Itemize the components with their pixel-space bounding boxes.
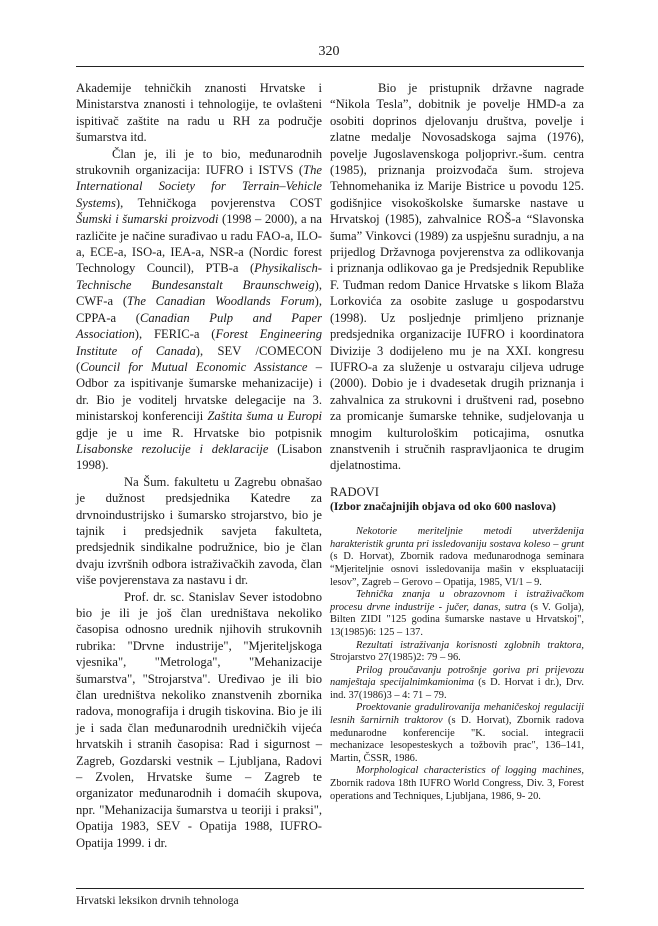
reference-item xyxy=(330,589,584,639)
italic-run: Canadian Pulp and Paper Association xyxy=(76,310,322,342)
reference-details: (s D. Horvat i dr.), Drv. ind. 37(1986)3 – 4: 71 – 79. xyxy=(330,677,585,701)
text-run: (Lisabon 1998). xyxy=(76,441,322,473)
text-run: Član je, ili je to bio, međunarodnih strukovnih organizacija: IUFRO i ISTVS ( xyxy=(76,146,322,178)
text-run: ), CPPA-a ( xyxy=(76,294,322,325)
reference-item xyxy=(330,665,584,703)
italic-run: Lisabonske rezolucije i deklaracije xyxy=(76,441,269,456)
reference-title: Nekotorie meriteljnie metodi utverždenija harakteristik grunta pri issledovaniju sostava koleso – grunt xyxy=(330,526,584,550)
reference-list xyxy=(330,526,584,803)
right-column xyxy=(330,80,584,803)
italic-run: The Canadian Woodlands Forum xyxy=(127,294,315,309)
text-run: gdje je u ime R. Hrvatske bio potpisnik xyxy=(76,425,322,440)
page-number: 320 xyxy=(318,44,340,59)
italic-run: Council for Mutual Economic Assistance xyxy=(80,359,308,374)
reference-item xyxy=(330,765,584,803)
reference-title: Rezultati istraživanja korisnosti zglobnih traktora, xyxy=(356,639,584,651)
italic-run: The International Society for Terrain–Vehicle Systems xyxy=(76,163,322,210)
italic-run: Forest Engineering Institute of Canada xyxy=(76,327,322,358)
reference-details: (s D. Horvat), Zbornik radova međunarodne konferencije "K. social. integracii mechanizace lesopesteskych a tožbovih prac", 136–141, Martin, ČSSR, 1986. xyxy=(330,715,584,764)
text-run: – Odbor za ispitivanje šumarske mehanizacije) i dr. Bio je voditelj hrvatske delegacije na 3. ministarskoj konferenciji xyxy=(76,359,322,424)
left-paragraph-4: Prof. dr. sc. Stanislav Sever istodobno bio je ili je još član uredništava nekoliko časopisa odnosno urednik njihovih strukovnih rubrika: "Drvne industrije", "Mjeriteljskoga vjesnika", "Metrologa", "Mehanizacije šumarstva", "Strojarstva". Uređivao je ili bio član uredništva nekoliko znanstvenih zbornika radova, monografija i drugih tiskovina. Bio je ili je i sada član međunarodnih uredničkih vijeća hrvatskih i stranih časopisa: Rad i sigurnost – Zagreb, Gozdarski vestnik – Ljubljana, Radovi – Zvolen, Hrvatske šume – Zagreb te organizator međunarodnih i domaćih skupova, npr. "Mehanizacija šumarstva u teoriji i praksi", Opatija 1983, SEV - Opatija 1988, IUFRO-Opatija 1999. i dr. xyxy=(76,589,322,850)
reference-details: Strojarstvo 27(1985)2: 79 – 96. xyxy=(330,652,461,664)
reference-item xyxy=(330,640,584,665)
right-paragraph-1: Bio je pristupnik državne nagrade “Nikola Tesla”, dobitnik je povelje HMD-a za osobiti doprinos djelovanju društva, povelje i zlatne medalje Novosadskoga sajma (1976), povelje Jugoslavenskoga poljoprivr.-šum. centra (1985), priznanja proizvođača šum. strojeva Tehnomehanika iz Marije Bistrice u povodu 125. godišnjice visokoškolske šumarske nastave u Hrvatskoj (1985), zahvalnice ROŠ-a “Slavonska šuma” Vinkovci (1989) za uspješnu suradnju, a na prijedlog Državnoga povjerenstva za odlikovanja i priznanja odlikovao ga je Predsjednik Republike F. Tuđman redom Danice Hrvatske s likom Blaža Lorkovića za osobite zasluge u gospodarstvu (1998). Uz posljednje primljeno priznanje predsjednika organizacije IUFRO i koordinatora Divizije 3 dodijeleno mu je na XXI. kongresu IUFRO-a za služenje u ostvaraju ciljeva udruge (2000). Dobio je i dvadesetak drugih priznanja i zahvalnica za strukovni i društveni rad, posebno za promicanje šumarske tehnike, sudjelovanja u mnogim kulturološkim poticajima, osnutka znanstvenih i stručnih raspravljaonica te drugim djelatnostima. xyxy=(330,81,584,473)
text-run: ), FERIC-a ( xyxy=(134,327,216,342)
italic-run: Zaštita šuma u Europi xyxy=(207,409,323,424)
text-run: ), CWF-a ( xyxy=(76,277,322,309)
reference-title: Prilog proučavanju potrošnje goriva pri prijevozu namještaja specijalnimkamionima xyxy=(330,664,584,689)
left-column xyxy=(76,80,322,851)
text-run: ), SEV /COMECON ( xyxy=(76,343,322,374)
left-paragraph-3: Na Šum. fakultetu u Zagrebu obnašao je dužnost predsjednika Katedre za drvnoindustrijsko i šumarsko strojarstvo, bio je tajnik i predsjednik savjeta fakulteta, predsjednik sindikalne podružnice, bio je član dvaju izvršnih odbora istraživačkih zavoda, član više povjerenstava za nastavu i dr. xyxy=(76,474,322,588)
reference-title: Proektovanie gradulirovanija mehaničeskoj regulaciji lesnih šarnirnih traktorov xyxy=(330,702,584,727)
italic-run: Physikalisch-Technische Bundesanstalt Braunschweig xyxy=(76,261,322,292)
left-paragraph-2 xyxy=(76,146,322,474)
reference-item xyxy=(330,702,584,765)
reference-details: Zbornik radova 18th IUFRO World Congress, Div. 3, Forest operations and Techniques, Ljubljana, 1986, 9- 20. xyxy=(330,778,584,802)
italic-run: Šumski i šumarski proizvodi xyxy=(76,212,219,227)
text-run: (1998 – 2000), a na različite je načine surađivao u radu FAO-a, ILO-a, ECE-a, ISO-a, IEA-a, NSR-a (Nordic forest Technology Council), PTB-a ( xyxy=(76,212,322,276)
text-run: ), Tehničkoga povjerenstva COST xyxy=(115,195,322,210)
reference-title: Morphological characteristics of logging machines, xyxy=(356,765,584,777)
footer-rule xyxy=(76,888,584,889)
reference-details: (s V. Golja), Bilten ZIDI "125 godina šumarske nastave u Hrvatskoj", 13(1985)6: 125 – 137. xyxy=(330,601,584,638)
left-paragraph-1: Akademije tehničkih znanosti Hrvatske i Ministarstva znanosti i tehnologije, te ovlašteni ispitivač zaštite na radu u RH za područje šumarstva itd. xyxy=(76,81,322,145)
header-rule xyxy=(76,66,584,67)
running-footer: Hrvatski leksikon drvnih tehnologa xyxy=(76,895,239,907)
reference-item xyxy=(330,526,584,589)
radovi-subheading: (Izbor značajnijih objava od oko 600 naslova) xyxy=(330,500,556,514)
reference-details: (s D. Horvat), Zbornik radova međunarodnoga seminara “Mjeriteljnie osnovi issledovanija mašin v ekspluataciji lesov”, Zagreb – Gerovo – Opatija, 1985, VI/1 – 9. xyxy=(330,551,584,588)
reference-title: Tehnička znanja u obrazovnom i istraživačkom procesu drvne industrije - jučer, danas, sutra xyxy=(330,589,584,613)
radovi-heading: RADOVI xyxy=(330,484,379,499)
